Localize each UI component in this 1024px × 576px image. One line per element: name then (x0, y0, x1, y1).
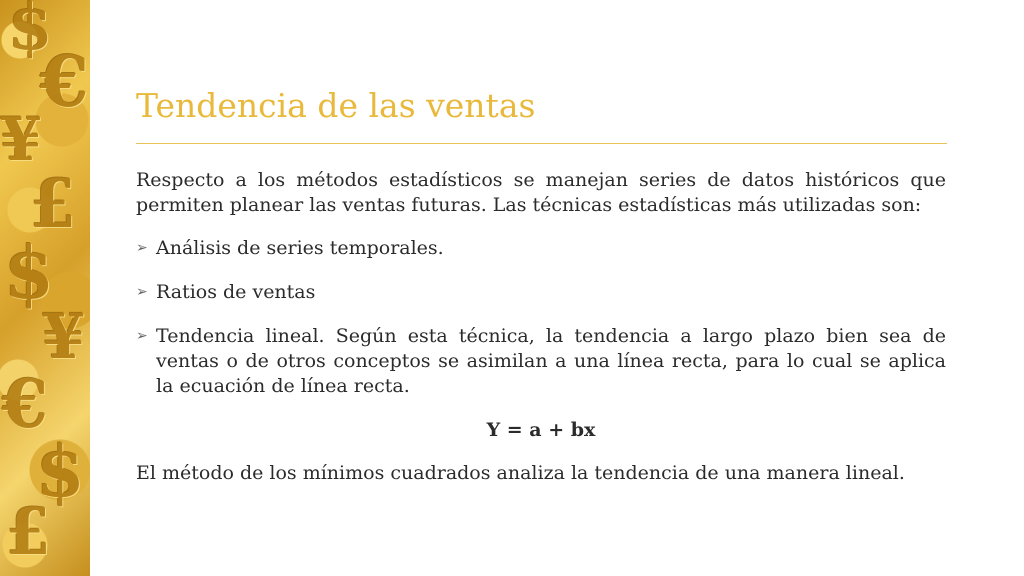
pound-symbol-icon: £ (30, 165, 76, 243)
bullet-text: Análisis de series temporales. (156, 237, 444, 259)
arrow-bullet-icon: ➢ (136, 328, 148, 344)
bullet-item (136, 324, 946, 399)
slide-body (136, 168, 946, 504)
euro-symbol-icon: € (40, 40, 89, 123)
currency-decoration-panel (0, 0, 90, 576)
dollar-symbol-icon: $ (36, 430, 85, 513)
bullet-text: Tendencia lineal. Según esta técnica, la tendencia a largo plazo bien sea de ventas o de otros conceptos se asimilan a una línea recta, para lo cual se aplica la ecuación de línea recta. (156, 325, 946, 397)
dollar-symbol-icon: $ (8, 0, 53, 65)
linear-equation: Y = a + bx (486, 419, 596, 441)
dollar-symbol-icon: $ (4, 230, 55, 315)
yen-symbol-icon: ¥ (42, 300, 86, 373)
bullet-item (136, 280, 946, 305)
intro-paragraph: Respecto a los métodos estadísticos se manejan series de datos históricos que permiten planear las ventas futuras. Las técnicas estadísticas más utilizadas son: (136, 169, 946, 216)
slide-title: Tendencia de las ventas (136, 86, 536, 125)
bullet-item (136, 236, 946, 261)
bullet-text: Ratios de ventas (156, 281, 316, 303)
title-divider (136, 143, 947, 144)
arrow-bullet-icon: ➢ (136, 240, 148, 256)
arrow-bullet-icon: ➢ (136, 284, 148, 300)
pound-symbol-icon: £ (6, 495, 51, 570)
conclusion-paragraph: El método de los mínimos cuadrados analiza la tendencia de una manera lineal. (136, 462, 905, 484)
yen-symbol-icon: ¥ (0, 105, 42, 175)
euro-symbol-icon: € (2, 365, 48, 443)
